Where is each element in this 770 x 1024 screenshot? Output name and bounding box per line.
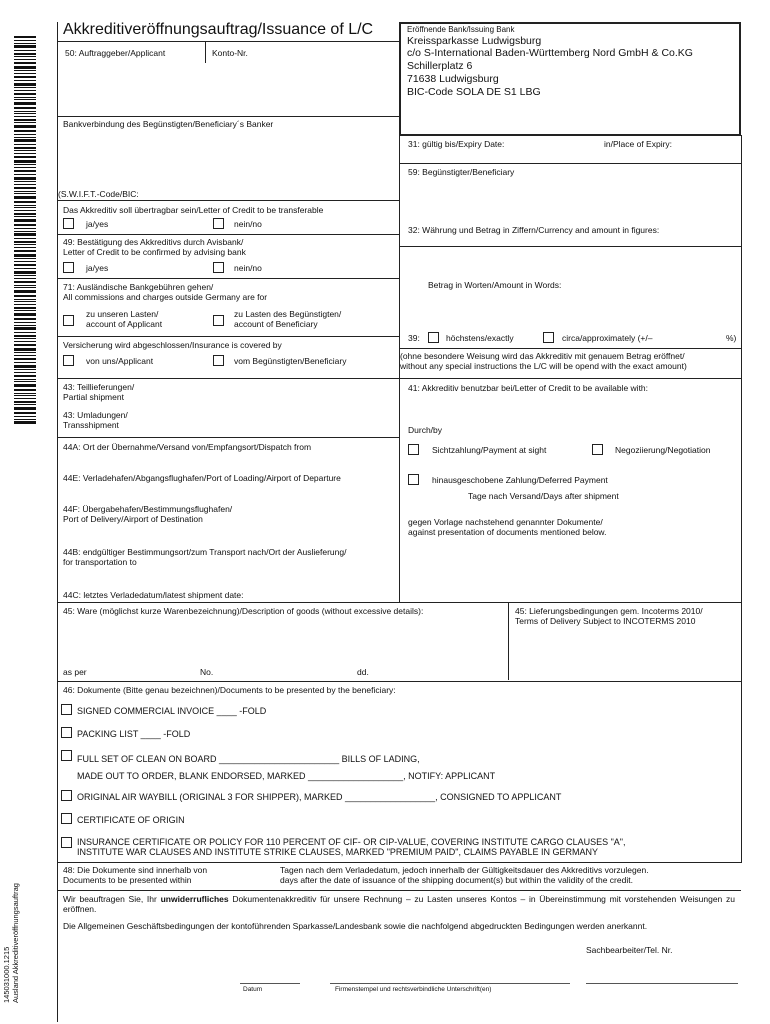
barcode-bar <box>14 304 36 305</box>
amount-note: (ohne besondere Weisung wird das Akkreditiv mit genauem Betrag eröffnet/ without any special instructions the L/C will be opend with the exact amount) <box>400 351 687 371</box>
tolerance-exactly-label: höchstens/exactly <box>446 333 514 343</box>
barcode-bar <box>14 332 36 333</box>
barcode-bar <box>14 181 36 182</box>
presentation-period-label: 48: Die Dokumente sind innerhalb von Documents to be presented within <box>63 865 208 885</box>
barcode-bar <box>14 50 36 51</box>
barcode-bar <box>14 228 36 229</box>
barcode-bar <box>14 150 36 151</box>
barcode-bar <box>14 193 36 194</box>
barcode-bar <box>14 40 36 41</box>
barcode-bar <box>14 196 36 199</box>
barcode-bar <box>14 213 36 215</box>
barcode-bar <box>14 73 36 74</box>
barcode-bar <box>14 97 36 98</box>
sight-payment-label: Sichtzahlung/Payment at sight <box>432 445 547 455</box>
barcode-bar <box>14 56 36 57</box>
tolerance-exactly-checkbox[interactable] <box>428 332 439 343</box>
available-with-label: 41: Akkreditiv benutzbar bei/Letter of Credit to be available with: <box>408 383 649 393</box>
transferable-no-checkbox[interactable] <box>213 218 224 229</box>
confirmation-label: 49: Bestätigung des Akkreditivs durch Avisbank/ Letter of Credit to be confirmed by advising bank <box>63 237 246 257</box>
barcode-bar <box>14 87 36 88</box>
barcode-bar <box>14 352 36 353</box>
insurance-beneficiary-checkbox[interactable] <box>213 355 224 366</box>
barcode-bar <box>14 250 36 252</box>
barcode-bar <box>14 325 36 326</box>
barcode-bar <box>14 271 36 274</box>
barcode-bar <box>14 338 36 339</box>
barcode-bar <box>14 358 36 360</box>
barcode-bar <box>14 134 36 135</box>
barcode-bar <box>14 301 36 302</box>
negotiation-checkbox[interactable] <box>592 444 603 455</box>
date-label: Datum <box>243 986 263 993</box>
issuing-bank-line: Schillerplatz 6 <box>407 60 473 72</box>
beneficiary-bank-label: Bankverbindung des Begünstigten/Beneficiary´s Banker <box>63 119 274 129</box>
barcode-bar <box>14 254 36 257</box>
deferred-payment-label: hinausgeschobene Zahlung/Deferred Payment <box>432 475 608 485</box>
barcode-bar <box>14 241 36 243</box>
barcode-bar <box>14 184 36 185</box>
tolerance-approx-label: circa/approximately (+/– <box>562 333 653 343</box>
final-destination-label: 44B: endgültiger Bestimmungsort/zum Transport nach/Ort der Auslieferung/ for transportation to <box>63 547 347 567</box>
barcode-bar <box>14 344 36 346</box>
barcode-bar <box>14 287 36 288</box>
barcode-bar <box>14 59 36 60</box>
doc-checkbox-origin[interactable] <box>61 813 72 824</box>
barcode-bar <box>14 365 36 368</box>
barcode-bar <box>14 210 36 211</box>
barcode-bar <box>14 125 36 128</box>
doc-checkbox-invoice[interactable] <box>61 704 72 715</box>
barcode-bar <box>14 261 36 262</box>
doc-checkbox-insurance[interactable] <box>61 837 72 848</box>
barcode-bar <box>14 45 36 48</box>
swift-label: (S.W.I.F.T.-Code/BIC: <box>58 189 139 199</box>
barcode-bar <box>14 144 36 145</box>
charges-beneficiary-checkbox[interactable] <box>213 315 224 326</box>
form-name: Ausland Akkreditiveröffnungsauftrag <box>11 883 20 1003</box>
barcode-bar <box>14 389 36 391</box>
barcode-bar <box>14 401 36 403</box>
applicant-label: 50: Auftraggeber/Applicant <box>65 48 166 58</box>
barcode-bar <box>14 268 36 269</box>
barcode-bar <box>14 307 36 309</box>
barcode-bar <box>14 404 36 405</box>
issuing-bank-line: c/o S-International Baden-Württemberg Nord GmbH & Co.KG <box>407 47 693 59</box>
barcode-bar <box>14 290 36 293</box>
barcode-bar <box>14 275 36 276</box>
barcode-bar <box>14 147 36 149</box>
doc-insurance: INSURANCE CERTIFICATE OR POLICY FOR 110 PERCENT OF CIF- OR CIP-VALUE, COVERING INSTITUTE CARGO CLAUSES "A", INSTITUTE WAR CLAUSES AND INSTITUTE STRIKE CLAUSES, MARKED "PREMIUM PAID", CLAIMS PAYABLE IN GERMANY <box>77 837 626 858</box>
barcode-bar <box>14 153 36 154</box>
barcode-bar <box>14 187 36 189</box>
barcode-bar <box>14 381 36 382</box>
barcode-bar <box>14 318 36 320</box>
barcode-bar <box>14 119 36 121</box>
barcode-bar <box>14 219 36 222</box>
issuing-bank-line: Kreissparkasse Ludwigsburg <box>407 35 542 47</box>
page-title: Akkreditiveröffnungsauftrag/Issuance of L/C <box>63 21 374 38</box>
barcode-bar <box>14 247 36 248</box>
issuing-bank-line: 71638 Ludwigsburg <box>407 73 499 85</box>
port-delivery-label: 44F: Übergabehafen/Bestimmungsflughafen/ Port of Delivery/Airport of Destination <box>63 504 233 524</box>
dd-label: dd. <box>357 667 369 677</box>
barcode-bar <box>14 295 36 297</box>
barcode-bar <box>14 205 36 206</box>
issuing-bank-label: Eröffnende Bank/Issuing Bank <box>407 25 515 34</box>
terms-text: Die Allgemeinen Geschäftsbedingungen der kontoführenden Sparkasse/Landesbank sowie die nachfolgend abgedruckten Bedingungen werden anerkannt. <box>63 921 648 931</box>
charges-beneficiary-label: zu Lasten des Begünstigten/ account of Beneficiary <box>234 309 342 329</box>
barcode-bar <box>14 335 36 337</box>
doc-checkbox-packing[interactable] <box>61 727 72 738</box>
insurance-applicant-label: von uns/Applicant <box>86 356 154 366</box>
barcode-bar <box>14 216 36 217</box>
issuing-bank-line: BIC-Code SOLA DE S1 LBG <box>407 86 541 98</box>
partial-shipment-label: 43: Teillieferungen/ Partial shipment <box>63 382 135 402</box>
charges-applicant-checkbox[interactable] <box>63 315 74 326</box>
barcode-bar <box>14 80 36 81</box>
barcode-bar <box>14 395 36 396</box>
barcode-bar <box>14 167 36 168</box>
presentation-period-note: Tagen nach dem Verladedatum, jedoch innerhalb der Gültigkeitsdauer des Akkreditivs vorzulegen. days after the date of issuance of the shipping document(s) but within the validity of the credit. <box>280 865 649 885</box>
port-loading-label: 44E: Verladehafen/Abgangsflughafen/Port of Loading/Airport of Departure <box>63 473 341 483</box>
by-label: Durch/by <box>408 425 443 435</box>
tolerance-percent: %) <box>726 333 737 343</box>
barcode-bar <box>14 207 36 208</box>
barcode-bar <box>14 76 36 78</box>
barcode-bar <box>14 375 36 377</box>
tolerance-label: 39: <box>408 333 420 343</box>
barcode-bar <box>14 412 36 414</box>
dispatch-from-label: 44A: Ort der Übernahme/Versand von/Empfangsort/Dispatch from <box>63 442 312 452</box>
confirmation-yes-checkbox[interactable] <box>63 262 74 273</box>
barcode-bar <box>14 264 36 266</box>
barcode-bar <box>14 322 36 323</box>
barcode-bar <box>14 62 36 64</box>
barcode-bar <box>14 107 36 109</box>
insurance-beneficiary-label: vom Begünstigten/Beneficiary <box>234 356 347 366</box>
barcode <box>14 36 36 428</box>
barcode-bar <box>14 156 36 158</box>
doc-bill-of-lading: FULL SET OF CLEAN ON BOARD ________________________ BILLS OF LADING, MADE OUT TO ORDER, BLANK ENDORSED, MARKED ___________________, NOTIFY: APPLICANT <box>77 754 496 781</box>
insurance-label: Versicherung wird abgeschlossen/Insurance is covered by <box>63 340 282 350</box>
barcode-bar <box>14 355 36 356</box>
barcode-bar <box>14 419 36 420</box>
barcode-bar <box>14 421 36 424</box>
tolerance-approx-checkbox[interactable] <box>543 332 554 343</box>
barcode-bar <box>14 164 36 165</box>
barcode-bar <box>14 137 36 138</box>
barcode-bar <box>14 93 36 95</box>
barcode-bar <box>14 90 36 91</box>
barcode-bar <box>14 398 36 399</box>
transshipment-label: 43: Umladungen/ Transshipment <box>63 410 128 430</box>
barcode-bar <box>14 258 36 259</box>
charges-applicant-label: zu unseren Lasten/ account of Applicant <box>86 309 163 329</box>
barcode-bar <box>14 224 36 226</box>
barcode-bar <box>14 83 36 86</box>
charges-label: 71: Ausländische Bankgebühren gehen/ All commissions and charges outside Germany are for <box>63 282 268 302</box>
barcode-bar <box>14 139 36 142</box>
barcode-bar <box>14 372 36 373</box>
no-label: No. <box>200 667 214 677</box>
confirmation-no-label: nein/no <box>234 263 262 273</box>
barcode-bar <box>14 201 36 203</box>
barcode-bar <box>14 116 36 117</box>
instruction-text: Wir beauftragen Sie, Ihr unwiderrufliches Dokumentenakkreditiv für unsere Rechnung – zu Lasten unseres Kontos – in Übereinstimmung mit vorstehenden Weisungen zu eröffnen. <box>63 894 735 915</box>
barcode-bar <box>14 53 36 55</box>
transferable-yes-checkbox[interactable] <box>63 218 74 229</box>
incoterms-label: 45: Lieferungsbedingungen gem. Incoterms 2010/ Terms of Delivery Subject to INCOTERMS 2010 <box>515 606 703 626</box>
doc-certificate-origin: CERTIFICATE OF ORIGIN <box>77 815 185 825</box>
transferable-yes-label: ja/yes <box>86 219 109 229</box>
form-code: 145031000.1215 <box>2 946 11 1003</box>
expiry-date-label: 31: gültig bis/Expiry Date: <box>408 139 505 149</box>
doc-checkbox-awb[interactable] <box>61 790 72 801</box>
barcode-bar <box>14 384 36 387</box>
barcode-bar <box>14 348 36 351</box>
sight-payment-checkbox[interactable] <box>408 444 419 455</box>
confirmation-no-checkbox[interactable] <box>213 262 224 273</box>
barcode-bar <box>14 170 36 172</box>
negotiation-label: Negoziierung/Negotiation <box>615 445 711 455</box>
barcode-bar <box>14 244 36 245</box>
barcode-bar <box>14 362 36 363</box>
barcode-bar <box>14 341 36 342</box>
barcode-bar <box>14 233 36 236</box>
documents-label: 46: Dokumente (Bitte genau bezeichnen)/Documents to be presented by the beneficiary: <box>63 685 396 695</box>
goods-description-label: 45: Ware (möglichst kurze Warenbezeichnung)/Description of goods (without excessive details): <box>63 606 424 616</box>
barcode-bar <box>14 36 36 38</box>
transferable-label: Das Akkreditiv soll übertragbar sein/Letter of Credit to be transferable <box>63 205 324 215</box>
confirmation-yes-label: ja/yes <box>86 263 109 273</box>
barcode-bar <box>14 285 36 286</box>
barcode-bar <box>14 191 36 192</box>
barcode-bar <box>14 310 36 311</box>
doc-packing: PACKING LIST ____ -FOLD <box>77 729 191 739</box>
deferred-payment-checkbox[interactable] <box>408 474 419 485</box>
against-docs-label: gegen Vorlage nachstehend genannter Dokumente/ against presentation of documents mentioned below. <box>408 517 607 537</box>
barcode-bar <box>14 238 36 239</box>
barcode-bar <box>14 66 36 69</box>
barcode-bar <box>14 281 36 283</box>
barcode-bar <box>14 416 36 417</box>
days-after-label: Tage nach Versand/Days after shipment <box>468 491 619 501</box>
barcode-bar <box>14 130 36 132</box>
clerk-label: Sachbearbeiter/Tel. Nr. <box>586 945 673 955</box>
barcode-bar <box>14 299 36 300</box>
expiry-place-label: in/Place of Expiry: <box>604 139 673 149</box>
barcode-bar <box>14 43 36 44</box>
amount-words-label: Betrag in Worten/Amount in Words: <box>428 280 562 290</box>
barcode-bar <box>14 313 36 316</box>
currency-amount-label: 32: Währung und Betrag in Ziffern/Currency and amount in figures: <box>408 225 660 235</box>
barcode-bar <box>14 327 36 330</box>
insurance-applicant-checkbox[interactable] <box>63 355 74 366</box>
latest-shipment-label: 44C: letztes Verladedatum/latest shipment date: <box>63 590 244 600</box>
barcode-bar <box>14 278 36 279</box>
as-per-label: as per <box>63 667 87 677</box>
account-label: Konto-Nr. <box>212 48 248 58</box>
barcode-bar <box>14 177 36 180</box>
barcode-bar <box>14 99 36 100</box>
beneficiary-label: 59: Begünstigter/Beneficiary <box>408 167 515 177</box>
barcode-bar <box>14 111 36 112</box>
barcode-bar <box>14 122 36 123</box>
barcode-bar <box>14 174 36 175</box>
barcode-bar <box>14 393 36 394</box>
doc-checkbox-bl[interactable] <box>61 750 72 761</box>
barcode-bar <box>14 102 36 105</box>
doc-air-waybill: ORIGINAL AIR WAYBILL (ORIGINAL 3 FOR SHIPPER), MARKED __________________, CONSIGNED TO APPLICANT <box>77 792 562 802</box>
barcode-bar <box>14 369 36 370</box>
barcode-bar <box>14 70 36 71</box>
barcode-bar <box>14 231 36 232</box>
barcode-bar <box>14 113 36 114</box>
barcode-bar <box>14 379 36 380</box>
signature-label: Firmenstempel und rechtsverbindliche Unterschrift(en) <box>335 986 492 993</box>
barcode-bar <box>14 160 36 163</box>
doc-invoice: SIGNED COMMERCIAL INVOICE ____ -FOLD <box>77 706 267 716</box>
transferable-no-label: nein/no <box>234 219 262 229</box>
barcode-bar <box>14 407 36 410</box>
